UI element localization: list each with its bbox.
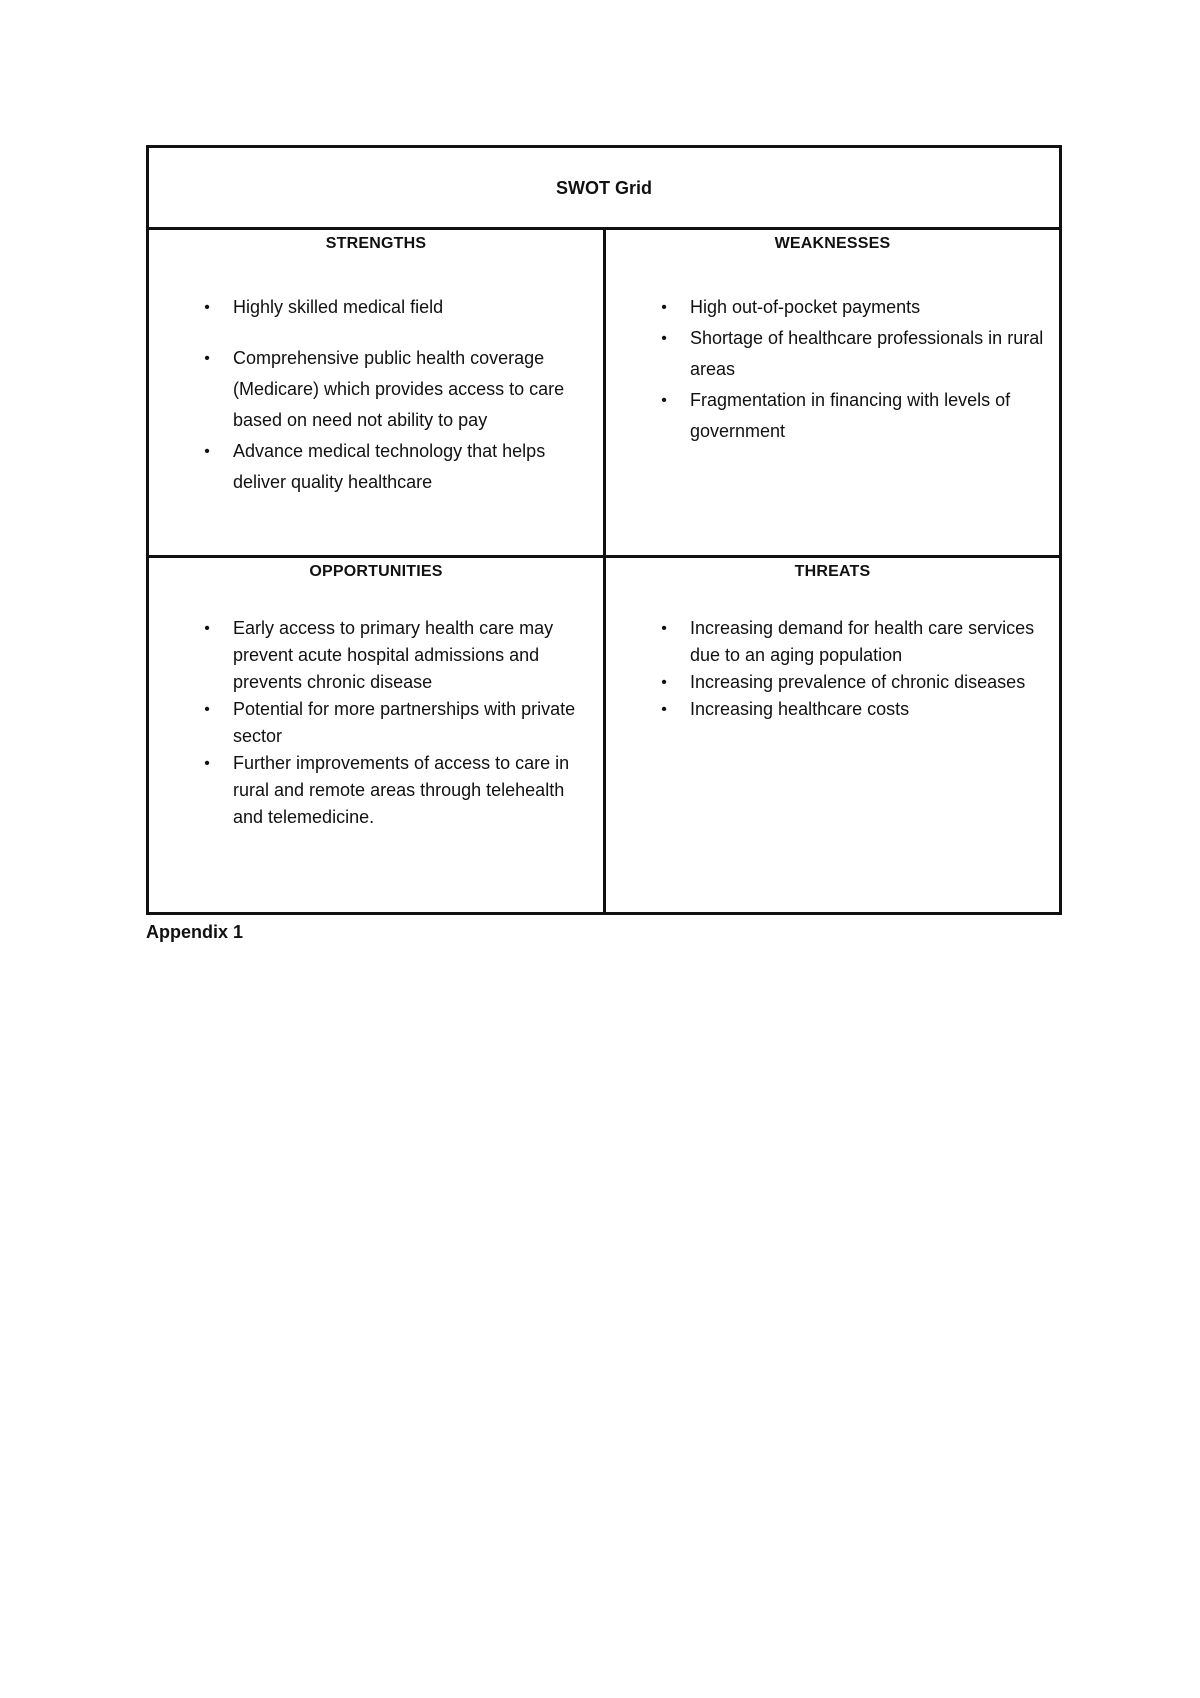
list-item-text: Increasing demand for health care services due to an aging population <box>690 618 1035 665</box>
list-item-text: Potential for more partnerships with private sector <box>233 699 576 746</box>
weaknesses-cell <box>606 230 1059 558</box>
list-item <box>195 750 589 831</box>
list-item <box>195 696 589 750</box>
list-item <box>652 323 1045 385</box>
opportunities-cell <box>149 558 606 912</box>
list-item <box>195 292 589 323</box>
swot-title-row <box>149 148 1059 230</box>
list-item <box>195 343 589 436</box>
list-item-text: Fragmentation in financing with levels of government <box>690 390 1011 441</box>
threats-cell <box>606 558 1059 912</box>
bullet-icon: • <box>661 392 667 409</box>
list-item <box>652 669 1045 696</box>
list-item <box>652 385 1045 447</box>
list-item-text: Comprehensive public health coverage (Medicare) which provides access to care based on need not ability to pay <box>233 348 565 430</box>
bullet-icon: • <box>661 674 667 691</box>
weaknesses-list <box>652 292 1045 447</box>
bullet-icon: • <box>204 620 210 637</box>
list-item-text: Increasing prevalence of chronic diseases <box>690 672 1026 692</box>
appendix-caption: Appendix 1 <box>146 922 244 942</box>
list-item-text: Increasing healthcare costs <box>690 699 910 719</box>
list-item <box>195 615 589 696</box>
swot-title: SWOT Grid <box>556 178 652 198</box>
bullet-icon: • <box>204 701 210 718</box>
bullet-icon: • <box>661 620 667 637</box>
list-item <box>195 436 589 498</box>
swot-table <box>146 145 1062 915</box>
strengths-cell <box>149 230 606 558</box>
bullet-icon: • <box>204 755 210 772</box>
list-item <box>652 696 1045 723</box>
strengths-heading: STRENGTHS <box>325 235 427 252</box>
bullet-icon: • <box>204 350 210 367</box>
list-item-text: Shortage of healthcare professionals in rural areas <box>690 328 1044 379</box>
list-item-text: Advance medical technology that helps deliver quality healthcare <box>233 441 546 492</box>
list-item <box>652 292 1045 323</box>
threats-list <box>652 615 1045 723</box>
list-item-text: Early access to primary health care may prevent acute hospital admissions and prevents chronic disease <box>233 618 554 692</box>
weaknesses-heading: WEAKNESSES <box>774 235 891 252</box>
strengths-list <box>195 292 589 498</box>
opportunities-list <box>195 615 589 831</box>
bullet-icon: • <box>661 330 667 347</box>
bullet-icon: • <box>204 299 210 316</box>
list-item <box>652 615 1045 669</box>
list-item-text: Further improvements of access to care in rural and remote areas through telehealth and telemedicine. <box>233 753 570 827</box>
threats-heading: THREATS <box>794 563 871 580</box>
list-item-text: High out-of-pocket payments <box>690 297 921 317</box>
list-item-text: Highly skilled medical field <box>233 297 444 317</box>
opportunities-heading: OPPORTUNITIES <box>309 563 443 580</box>
bullet-icon: • <box>204 443 210 460</box>
bullet-icon: • <box>661 701 667 718</box>
bullet-icon: • <box>661 299 667 316</box>
